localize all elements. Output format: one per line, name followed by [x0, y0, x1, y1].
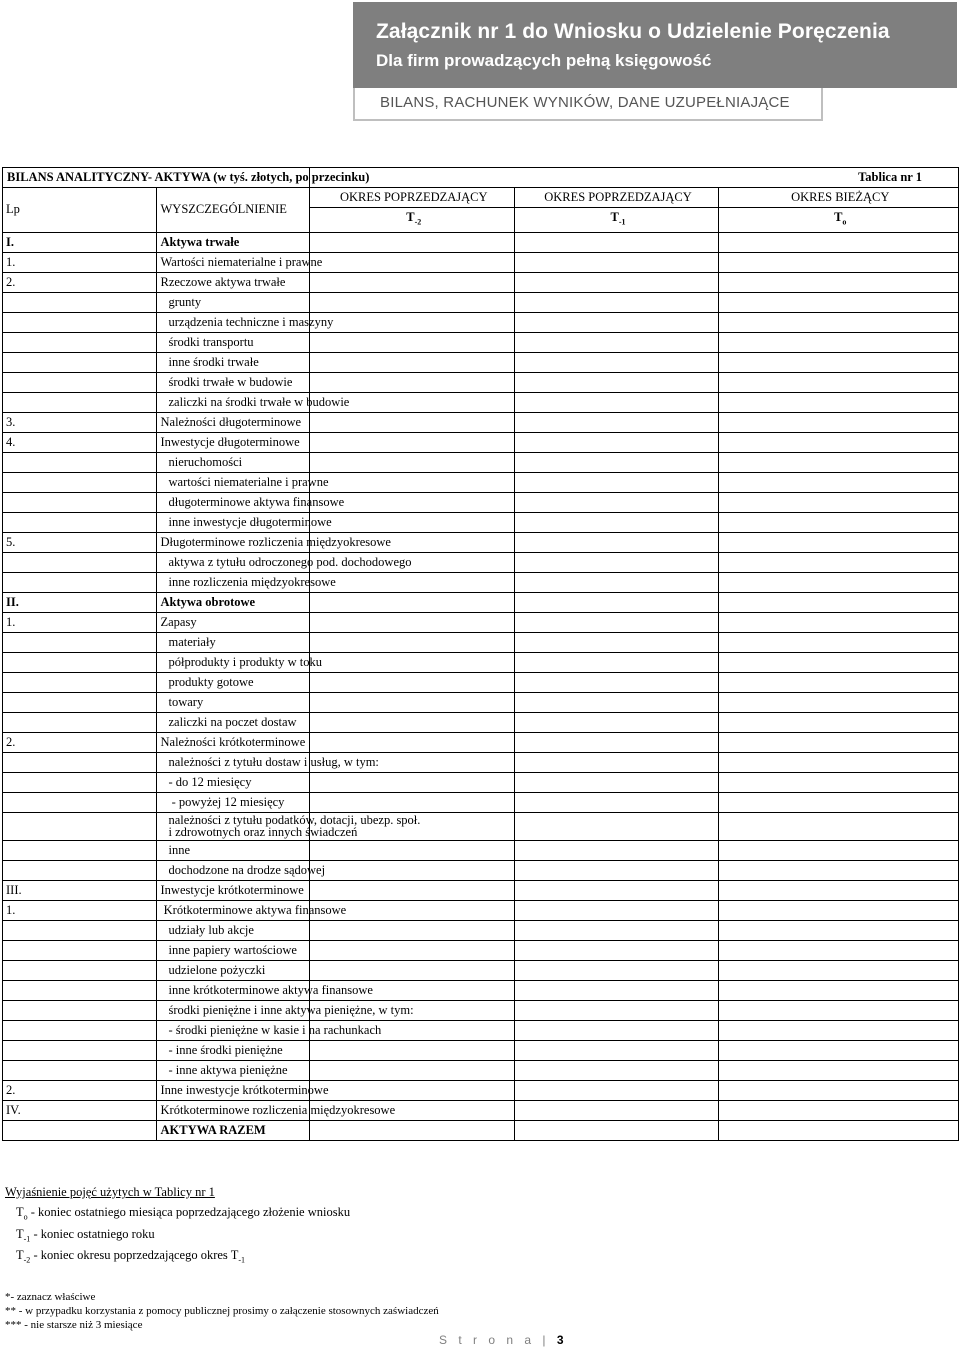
row-lp: 2.	[3, 732, 157, 752]
value-cell[interactable]	[514, 452, 718, 472]
row-lp	[3, 652, 157, 672]
value-cell[interactable]	[514, 292, 718, 312]
value-cell[interactable]	[310, 592, 515, 612]
balance-table	[2, 167, 959, 1141]
footnote-2: ** - w przypadku korzystania z pomocy publicznej prosimy o załączenie stosownych zaświadczeń	[5, 1305, 439, 1317]
value-cell[interactable]	[718, 652, 959, 672]
table-row	[3, 672, 959, 692]
row-label: Rzeczowe aktywa trwałe	[156, 272, 310, 292]
row-lp	[3, 960, 157, 980]
value-cell[interactable]	[310, 612, 515, 632]
table-row	[3, 612, 959, 632]
table-row	[3, 1000, 959, 1020]
table-row	[3, 940, 959, 960]
row-lp: 1.	[3, 252, 157, 272]
row-label: Inne inwestycje krótkoterminowe	[156, 1080, 310, 1100]
value-cell[interactable]	[310, 1080, 515, 1100]
value-cell[interactable]	[718, 732, 959, 752]
row-lp	[3, 572, 157, 592]
table-row	[3, 352, 959, 372]
value-cell[interactable]	[718, 432, 959, 452]
value-cell[interactable]	[718, 772, 959, 792]
row-lp	[3, 712, 157, 732]
row-lp	[3, 840, 157, 860]
row-lp	[3, 772, 157, 792]
table-row	[3, 900, 959, 920]
table-row	[3, 692, 959, 712]
row-label: towary	[156, 692, 310, 712]
value-cell[interactable]	[310, 472, 515, 492]
value-cell[interactable]	[310, 632, 515, 652]
value-cell[interactable]	[310, 452, 515, 472]
value-cell[interactable]	[718, 372, 959, 392]
table-row	[3, 572, 959, 592]
value-cell[interactable]	[718, 900, 959, 920]
table-row	[3, 632, 959, 652]
row-label: materiały	[156, 632, 310, 652]
row-label: Inwestycje krótkoterminowe	[156, 880, 310, 900]
value-cell[interactable]	[514, 920, 718, 940]
row-lp	[3, 352, 157, 372]
table-row	[3, 752, 959, 772]
col-period-1: OKRES POPRZEDZAJĄCY	[310, 188, 515, 208]
row-lp	[3, 552, 157, 572]
value-cell[interactable]	[310, 1060, 515, 1080]
row-lp: 5.	[3, 532, 157, 552]
footnotes	[5, 1290, 439, 1332]
row-lp	[3, 672, 157, 692]
value-cell[interactable]	[514, 612, 718, 632]
table-row	[3, 292, 959, 312]
row-lp	[3, 812, 157, 840]
row-lp	[3, 752, 157, 772]
value-cell[interactable]	[514, 960, 718, 980]
row-lp	[3, 292, 157, 312]
value-cell[interactable]	[718, 792, 959, 812]
row-label: - środki pieniężne w kasie i na rachunkach	[156, 1020, 310, 1040]
value-cell[interactable]	[310, 860, 515, 880]
row-label-line-1: należności z tytułu podatków, dotacji, ubezp. społ.	[168, 813, 421, 827]
row-label: Krótkoterminowe rozliczenia międzyokresowe	[156, 1100, 310, 1120]
table-row	[3, 792, 959, 812]
row-lp	[3, 452, 157, 472]
col-period-2-t: $T_{-1}$	[514, 208, 718, 233]
table-row	[3, 980, 959, 1000]
value-cell[interactable]	[514, 692, 718, 712]
value-cell[interactable]	[514, 272, 718, 292]
value-cell[interactable]	[718, 980, 959, 1000]
value-cell[interactable]	[718, 752, 959, 772]
row-label: zaliczki na poczet dostaw	[156, 712, 310, 732]
row-label: grunty	[156, 292, 310, 312]
value-cell[interactable]	[718, 632, 959, 652]
value-cell[interactable]	[718, 312, 959, 332]
value-cell[interactable]	[514, 232, 718, 252]
row-lp	[3, 372, 157, 392]
value-cell[interactable]	[514, 432, 718, 452]
value-cell[interactable]	[514, 592, 718, 612]
row-lp	[3, 980, 157, 1000]
value-cell[interactable]	[514, 900, 718, 920]
value-cell[interactable]	[514, 1120, 718, 1140]
value-cell[interactable]	[718, 1120, 959, 1140]
value-cell[interactable]	[514, 812, 718, 840]
row-lp: III.	[3, 880, 157, 900]
value-cell[interactable]	[514, 472, 718, 492]
value-cell[interactable]	[514, 312, 718, 332]
value-cell[interactable]	[310, 940, 515, 960]
value-cell[interactable]	[718, 840, 959, 860]
explanations	[5, 1184, 350, 1269]
value-cell[interactable]	[514, 632, 718, 652]
row-label: Należności krótkoterminowe	[156, 732, 310, 752]
table-row	[3, 652, 959, 672]
row-label: Aktywa obrotowe	[156, 592, 310, 612]
table-row	[3, 552, 959, 572]
col-lp: Lp	[3, 188, 157, 233]
table-row	[3, 1020, 959, 1040]
value-cell[interactable]	[310, 960, 515, 980]
value-cell[interactable]	[514, 332, 718, 352]
row-label: półprodukty i produkty w toku	[156, 652, 310, 672]
value-cell[interactable]	[310, 920, 515, 940]
value-cell[interactable]	[310, 512, 515, 532]
value-cell[interactable]	[718, 1040, 959, 1060]
table-row	[3, 472, 959, 492]
row-lp: IV.	[3, 1100, 157, 1120]
value-cell[interactable]	[718, 1080, 959, 1100]
value-cell[interactable]	[718, 452, 959, 472]
value-cell[interactable]	[514, 672, 718, 692]
section-banner	[353, 88, 823, 121]
row-lp	[3, 792, 157, 812]
table-caption: BILANS ANALITYCZNY- AKTYWA (w tyś. złotych, po przecinku)	[3, 168, 310, 188]
table-row	[3, 372, 959, 392]
table-row	[3, 860, 959, 880]
value-cell[interactable]	[514, 880, 718, 900]
col-period-current: OKRES BIEŻĄCY	[718, 188, 959, 208]
value-cell[interactable]	[718, 492, 959, 512]
value-cell[interactable]	[718, 1060, 959, 1080]
page-label: S t r o n a	[439, 1333, 536, 1347]
value-cell[interactable]	[310, 312, 515, 332]
row-lp	[3, 1120, 157, 1140]
row-label: inne papiery wartościowe	[156, 940, 310, 960]
value-cell[interactable]	[718, 960, 959, 980]
row-lp	[3, 632, 157, 652]
row-label: Aktywa trwałe	[156, 232, 310, 252]
row-label: inne rozliczenia międzyokresowe	[156, 572, 310, 592]
table-row	[3, 840, 959, 860]
value-cell[interactable]	[514, 652, 718, 672]
value-cell[interactable]	[310, 732, 515, 752]
row-label: inne środki trwałe	[156, 352, 310, 372]
table-row	[3, 252, 959, 272]
row-lp: 3.	[3, 412, 157, 432]
row-lp	[3, 392, 157, 412]
row-lp	[3, 860, 157, 880]
value-cell[interactable]	[310, 372, 515, 392]
value-cell[interactable]	[514, 352, 718, 372]
value-cell[interactable]	[514, 392, 718, 412]
row-label-line-2: i zdrowotnych oraz innych świadczeń	[168, 825, 358, 839]
value-cell[interactable]	[514, 840, 718, 860]
table-row	[3, 1100, 959, 1120]
table-row	[3, 732, 959, 752]
value-cell[interactable]	[514, 712, 718, 732]
page-number	[439, 1333, 564, 1347]
value-cell[interactable]	[718, 292, 959, 312]
section-title: BILANS, RACHUNEK WYNIKÓW, DANE UZUPEŁNIAJĄCE	[380, 94, 790, 111]
table-row	[3, 432, 959, 452]
row-lp: 2.	[3, 272, 157, 292]
row-lp	[3, 1000, 157, 1020]
row-lp	[3, 920, 157, 940]
value-cell[interactable]	[718, 272, 959, 292]
table-row	[3, 812, 959, 840]
value-cell[interactable]	[718, 612, 959, 632]
value-cell[interactable]	[310, 412, 515, 432]
value-cell[interactable]	[514, 940, 718, 960]
row-label: inne inwestycje długoterminowe	[156, 512, 310, 532]
row-label: Wartości niematerialne i prawne	[156, 252, 310, 272]
value-cell[interactable]	[718, 712, 959, 732]
value-cell[interactable]	[310, 252, 515, 272]
value-cell[interactable]	[310, 232, 515, 252]
row-label: - powyżej 12 miesięcy	[156, 792, 310, 812]
value-cell[interactable]	[514, 860, 718, 880]
value-cell[interactable]	[310, 652, 515, 672]
table-row	[3, 712, 959, 732]
table-row	[3, 1080, 959, 1100]
document-title: Załącznik nr 1 do Wniosku o Udzielenie Poręczenia	[376, 20, 890, 43]
row-label: inne	[156, 840, 310, 860]
footnote-3: *** - nie starsze niż 3 miesiące	[5, 1319, 143, 1331]
value-cell[interactable]	[514, 412, 718, 432]
row-lp	[3, 1060, 157, 1080]
row-lp: 1.	[3, 900, 157, 920]
value-cell[interactable]	[310, 1040, 515, 1060]
value-cell[interactable]	[514, 772, 718, 792]
value-cell[interactable]	[718, 332, 959, 352]
col-description: WYSZCZEGÓLNIENIE	[156, 188, 310, 233]
row-lp	[3, 1020, 157, 1040]
row-label: inne krótkoterminowe aktywa finansowe	[156, 980, 310, 1000]
table-row	[3, 592, 959, 612]
value-cell[interactable]	[718, 252, 959, 272]
row-label: Należności długoterminowe	[156, 412, 310, 432]
value-cell[interactable]	[718, 672, 959, 692]
value-cell[interactable]	[718, 592, 959, 612]
value-cell[interactable]	[718, 940, 959, 960]
value-cell[interactable]	[718, 352, 959, 372]
table-row	[3, 512, 959, 532]
value-cell[interactable]	[514, 532, 718, 552]
value-cell[interactable]	[310, 332, 515, 352]
row-label: dochodzone na drodze sądowej	[156, 860, 310, 880]
table-number: Tablica nr 1	[718, 168, 959, 188]
value-cell[interactable]	[514, 1060, 718, 1080]
row-lp: II.	[3, 592, 157, 612]
explanations-title: Wyjaśnienie pojęć użytych w Tablicy nr 1	[5, 1185, 215, 1199]
row-label: środki trwałe w budowie	[156, 372, 310, 392]
value-cell[interactable]	[718, 920, 959, 940]
row-label: wartości niematerialne i prawne	[156, 472, 310, 492]
row-lp	[3, 512, 157, 532]
row-lp: 2.	[3, 1080, 157, 1100]
value-cell[interactable]	[310, 692, 515, 712]
value-cell[interactable]	[718, 552, 959, 572]
explanation-t2: $T_{-2}$ - koniec okresu poprzedzającego okres $T_{-1}$	[16, 1248, 245, 1265]
page-separator: |	[542, 1333, 550, 1347]
header-banner	[353, 2, 957, 88]
row-lp	[3, 940, 157, 960]
row-label: aktywa z tytułu odroczonego pod. dochodowego	[156, 552, 310, 572]
row-label: Inwestycje długoterminowe	[156, 432, 310, 452]
value-cell[interactable]	[310, 432, 515, 452]
value-cell[interactable]	[514, 512, 718, 532]
explanation-t0: $T_o$ - koniec ostatniego miesiąca poprzedzającego złożenie wniosku	[16, 1205, 351, 1222]
row-label: Zapasy	[156, 612, 310, 632]
footnote-1: *- zaznacz właściwe	[5, 1291, 96, 1303]
row-label: AKTYWA RAZEM	[156, 1120, 310, 1140]
row-lp	[3, 332, 157, 352]
value-cell[interactable]	[514, 1020, 718, 1040]
value-cell[interactable]	[310, 772, 515, 792]
row-label: urządzenia techniczne i maszyny	[156, 312, 310, 332]
value-cell[interactable]	[514, 1040, 718, 1060]
table-caption-row	[3, 168, 959, 188]
value-cell[interactable]	[514, 752, 718, 772]
row-lp: 1.	[3, 612, 157, 632]
row-label: Długoterminowe rozliczenia międzyokresowe	[156, 532, 310, 552]
row-label: - do 12 miesięcy	[156, 772, 310, 792]
page-num: 3	[556, 1333, 564, 1347]
col-period-1-t: $T_{-2}$	[310, 208, 515, 233]
value-cell[interactable]	[514, 492, 718, 512]
value-cell[interactable]	[310, 1120, 515, 1140]
value-cell[interactable]	[514, 1080, 718, 1100]
value-cell[interactable]	[718, 1020, 959, 1040]
col-period-current-t: $T_o$	[718, 208, 959, 233]
row-label: środki transportu	[156, 332, 310, 352]
value-cell[interactable]	[718, 412, 959, 432]
row-label: - inne środki pieniężne	[156, 1040, 310, 1060]
value-cell[interactable]	[514, 372, 718, 392]
table-row	[3, 312, 959, 332]
row-label: długoterminowe aktywa finansowe	[156, 492, 310, 512]
table-row	[3, 392, 959, 412]
table-row	[3, 1120, 959, 1140]
value-cell[interactable]	[718, 880, 959, 900]
table-row	[3, 880, 959, 900]
row-label: udziały lub akcje	[156, 920, 310, 940]
value-cell[interactable]	[310, 272, 515, 292]
value-cell[interactable]	[310, 880, 515, 900]
value-cell[interactable]	[718, 860, 959, 880]
value-cell[interactable]	[514, 732, 718, 752]
row-label: zaliczki na środki trwałe w budowie	[156, 392, 310, 412]
row-lp	[3, 692, 157, 712]
table-row	[3, 492, 959, 512]
table-row	[3, 960, 959, 980]
row-label: Krótkoterminowe aktywa finansowe	[156, 900, 310, 920]
table-row	[3, 920, 959, 940]
value-cell[interactable]	[310, 792, 515, 812]
explanation-t1: $T_{-1}$ - koniec ostatniego roku	[16, 1226, 155, 1243]
value-cell[interactable]	[310, 292, 515, 312]
value-cell[interactable]	[310, 352, 515, 372]
row-label: nieruchomości	[156, 452, 310, 472]
value-cell[interactable]	[718, 232, 959, 252]
document-subtitle: Dla firm prowadzących pełną księgowość	[376, 51, 712, 70]
row-lp	[3, 312, 157, 332]
value-cell[interactable]	[718, 1000, 959, 1020]
row-lp	[3, 492, 157, 512]
row-lp: 4.	[3, 432, 157, 452]
value-cell[interactable]	[310, 572, 515, 592]
value-cell[interactable]	[718, 572, 959, 592]
value-cell[interactable]	[514, 1100, 718, 1120]
row-lp	[3, 1040, 157, 1060]
table-row	[3, 412, 959, 432]
value-cell[interactable]	[514, 552, 718, 572]
value-cell[interactable]	[514, 792, 718, 812]
row-label	[156, 812, 421, 840]
row-label: - inne aktywa pieniężne	[156, 1060, 310, 1080]
value-cell[interactable]	[514, 252, 718, 272]
table-row	[3, 1060, 959, 1080]
row-lp: I.	[3, 232, 157, 252]
table-row	[3, 452, 959, 472]
table-row	[3, 232, 959, 252]
table-row	[3, 332, 959, 352]
row-lp	[3, 472, 157, 492]
table-row	[3, 532, 959, 552]
row-label: należności z tytułu dostaw i usług, w tym:	[156, 752, 310, 772]
value-cell[interactable]	[514, 1000, 718, 1020]
column-header-row-1	[3, 188, 959, 208]
value-cell[interactable]	[718, 692, 959, 712]
value-cell[interactable]	[718, 532, 959, 552]
value-cell[interactable]	[718, 1100, 959, 1120]
value-cell[interactable]	[310, 712, 515, 732]
table-row	[3, 272, 959, 292]
value-cell[interactable]	[718, 812, 959, 840]
row-label: produkty gotowe	[156, 672, 310, 692]
row-label: udzielone pożyczki	[156, 960, 310, 980]
table-row	[3, 772, 959, 792]
table-row	[3, 1040, 959, 1060]
value-cell[interactable]	[310, 672, 515, 692]
value-cell[interactable]	[514, 980, 718, 1000]
col-period-2: OKRES POPRZEDZAJĄCY	[514, 188, 718, 208]
value-cell[interactable]	[718, 392, 959, 412]
value-cell[interactable]	[718, 472, 959, 492]
row-label: środki pieniężne i inne aktywa pieniężne, w tym:	[156, 1000, 310, 1020]
value-cell[interactable]	[718, 512, 959, 532]
value-cell[interactable]	[310, 840, 515, 860]
value-cell[interactable]	[514, 572, 718, 592]
